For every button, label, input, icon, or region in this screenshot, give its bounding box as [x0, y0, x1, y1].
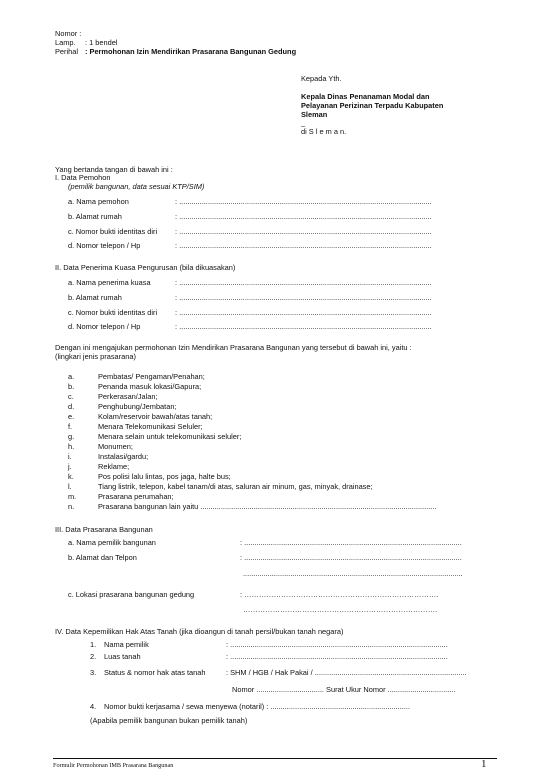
list-item[interactable]: Perkerasan/Jalan; [98, 392, 158, 401]
page-number: 1 [481, 758, 487, 770]
s2-field-value[interactable]: : ........................................................................................................................... [175, 309, 432, 317]
s4-note: (Apabila pemilik bangunan bukan pemilik tanah) [90, 716, 248, 725]
list-item-letter: h. [68, 442, 75, 451]
s4-field-value[interactable]: : .......................................................................................................... [226, 653, 448, 661]
s4-field-label: Luas tanah [104, 652, 141, 661]
s4-field-label: Status & nomor hak atas tanah [104, 668, 206, 677]
s3-field-value[interactable]: : ……………………………………………………………………. [240, 591, 439, 599]
list-item-letter: l. [68, 482, 72, 491]
lamp-label: Lamp. [55, 38, 76, 47]
s1-field-label: b. Alamat rumah [68, 212, 122, 221]
recipient-line1: Kepala Dinas Penanaman Modal dan [301, 92, 430, 101]
list-item-letter: k. [68, 472, 74, 481]
list-item-letter: d. [68, 402, 75, 411]
section1-subtitle: (pemilik bangunan, data sesuai KTP/SIM) [68, 182, 205, 191]
s3-field-value[interactable]: : .......................................................................................................... [240, 539, 462, 547]
kepada-yth: Kepada Yth. [301, 74, 342, 83]
s2-field-value[interactable]: : ........................................................................................................................... [175, 294, 432, 302]
s4-field-value[interactable]: : .......................................................................................................... [226, 641, 448, 649]
list-item[interactable]: Menara selain untuk telekomunikasi seluler; [98, 432, 242, 441]
perihal-label: Perihal [55, 47, 79, 56]
s4-num: 1. [90, 640, 97, 649]
s2-field-value[interactable]: : ........................................................................................................................... [175, 279, 432, 287]
request-line1: Dengan ini mengajukan permohonan Izin Mendirikan Prasarana Bangunan yang tersebut di bawah ini, yaitu : [55, 343, 412, 352]
list-item[interactable]: Penanda masuk lokasi/Gapura; [98, 382, 202, 391]
list-item-letter: b. [68, 382, 75, 391]
list-item-letter: e. [68, 412, 75, 421]
list-item-letter: i. [68, 452, 72, 461]
s2-field-value[interactable]: : ........................................................................................................................... [175, 323, 432, 331]
s1-field-label: c. Nomor bukti identitas diri [68, 227, 158, 236]
list-item-letter: a. [68, 372, 75, 381]
intro-text: Yang bertanda tangan di bawah ini : [55, 165, 173, 174]
list-item[interactable]: Menara Telekomunikasi Seluler; [98, 422, 203, 431]
list-item-letter: c. [68, 392, 74, 401]
recipient-line2: Pelayanan Perizinan Terpadu Kabupaten [301, 101, 444, 110]
recipient-di: di S l e m a n. [301, 127, 347, 136]
s1-field-value[interactable]: : ........................................................................................................................... [175, 228, 432, 236]
s1-field-value[interactable]: : ........................................................................................................................... [175, 213, 432, 221]
list-item[interactable]: Penghubung/Jembatan; [98, 402, 177, 411]
s1-field-value[interactable]: : ........................................................................................................................... [175, 198, 432, 206]
section4-title: IV. Data Kepemilikan Hak Atas Tanah (jika dioangun di tanah persil/bukan tanah negara) [55, 627, 344, 636]
section3-title: III. Data Prasarana Bangunan [55, 525, 153, 534]
list-item-letter: g. [68, 432, 75, 441]
s4-field-value[interactable]: : SHM / HGB / Hak Pakai / .......................................................................... [226, 669, 467, 677]
s4-field-label: Nama pemilik [104, 640, 149, 649]
perihal-value: : Permohonan Izin Mendirikan Prasarana Bangunan Gedung [85, 47, 297, 56]
request-line2: (lingkari jenis prasarana) [55, 352, 136, 361]
recipient-blank: _ [301, 118, 306, 127]
lamp-value: : 1 bendel [85, 38, 118, 47]
s2-field-label: a. Nama penerima kuasa [68, 278, 151, 287]
s2-field-label: c. Nomor bukti identitas diri [68, 308, 158, 317]
s3-field-value[interactable]: : .......................................................................................................... [240, 554, 462, 562]
list-item[interactable]: Tiang listrik, telepon, kabel tanam/di atas, saluran air minum, gas, minyak, drainase; [98, 482, 373, 491]
list-item[interactable]: Kolam/reservoir bawah/atas tanah; [98, 412, 213, 421]
s4-field-label[interactable]: Nomor bukti kerjasama / sewa menyewa (notaril) : .................................................................... [104, 703, 410, 711]
footer-text: Formulir Permohonan IMB Prasarana Bangunan [53, 762, 174, 769]
s4-num: 2. [90, 652, 97, 661]
footer-divider [53, 758, 497, 759]
section2-title: II. Data Penerima Kuasa Pengurusan (bila dikuasakan) [55, 263, 236, 272]
list-item-letter: j. [68, 462, 72, 471]
s1-field-label: a. Nama pemohon [68, 197, 129, 206]
s2-field-label: b. Alamat rumah [68, 293, 122, 302]
list-item[interactable]: Monumen; [98, 442, 133, 451]
s3-field-cont[interactable]: ……………………………………………………………………. [243, 606, 438, 614]
recipient-line3: Sleman [301, 110, 328, 119]
s1-field-value[interactable]: : ........................................................................................................................... [175, 242, 432, 250]
list-item[interactable]: Instalasi/gardu; [98, 452, 149, 461]
s4-num: 4. [90, 702, 97, 711]
list-item-letter: f. [68, 422, 73, 431]
s2-field-label: d. Nomor telepon / Hp [68, 322, 141, 331]
list-item[interactable]: Pos polisi lalu lintas, pos jaga, halte bus; [98, 472, 231, 481]
s4-num: 3. [90, 668, 97, 677]
list-item-letter: m. [68, 492, 77, 501]
list-item-letter: n. [68, 502, 75, 511]
s3-field-label: a. Nama pemilik bangunan [68, 538, 156, 547]
list-item[interactable]: Reklame; [98, 462, 130, 471]
list-item[interactable]: Pembatas/ Pengaman/Penahan; [98, 372, 205, 381]
nomor-label: Nomor : [55, 29, 82, 38]
s3-field-cont[interactable]: ........................................................................................................... [243, 570, 463, 578]
list-item[interactable]: Prasarana perumahan; [98, 492, 174, 501]
s3-field-label: b. Alamat dan Telpon [68, 553, 137, 562]
section1-title: I. Data Pemohon [55, 173, 111, 182]
s3-field-label: c. Lokasi prasarana bangunan gedung [68, 590, 195, 599]
list-item[interactable]: Prasarana bangunan lain yaitu ................................................................................................................... [98, 503, 437, 511]
s4-field-cont[interactable]: Nomor ................................. Surat Ukur Nomor ................................. [232, 686, 456, 694]
s1-field-label: d. Nomor telepon / Hp [68, 241, 141, 250]
